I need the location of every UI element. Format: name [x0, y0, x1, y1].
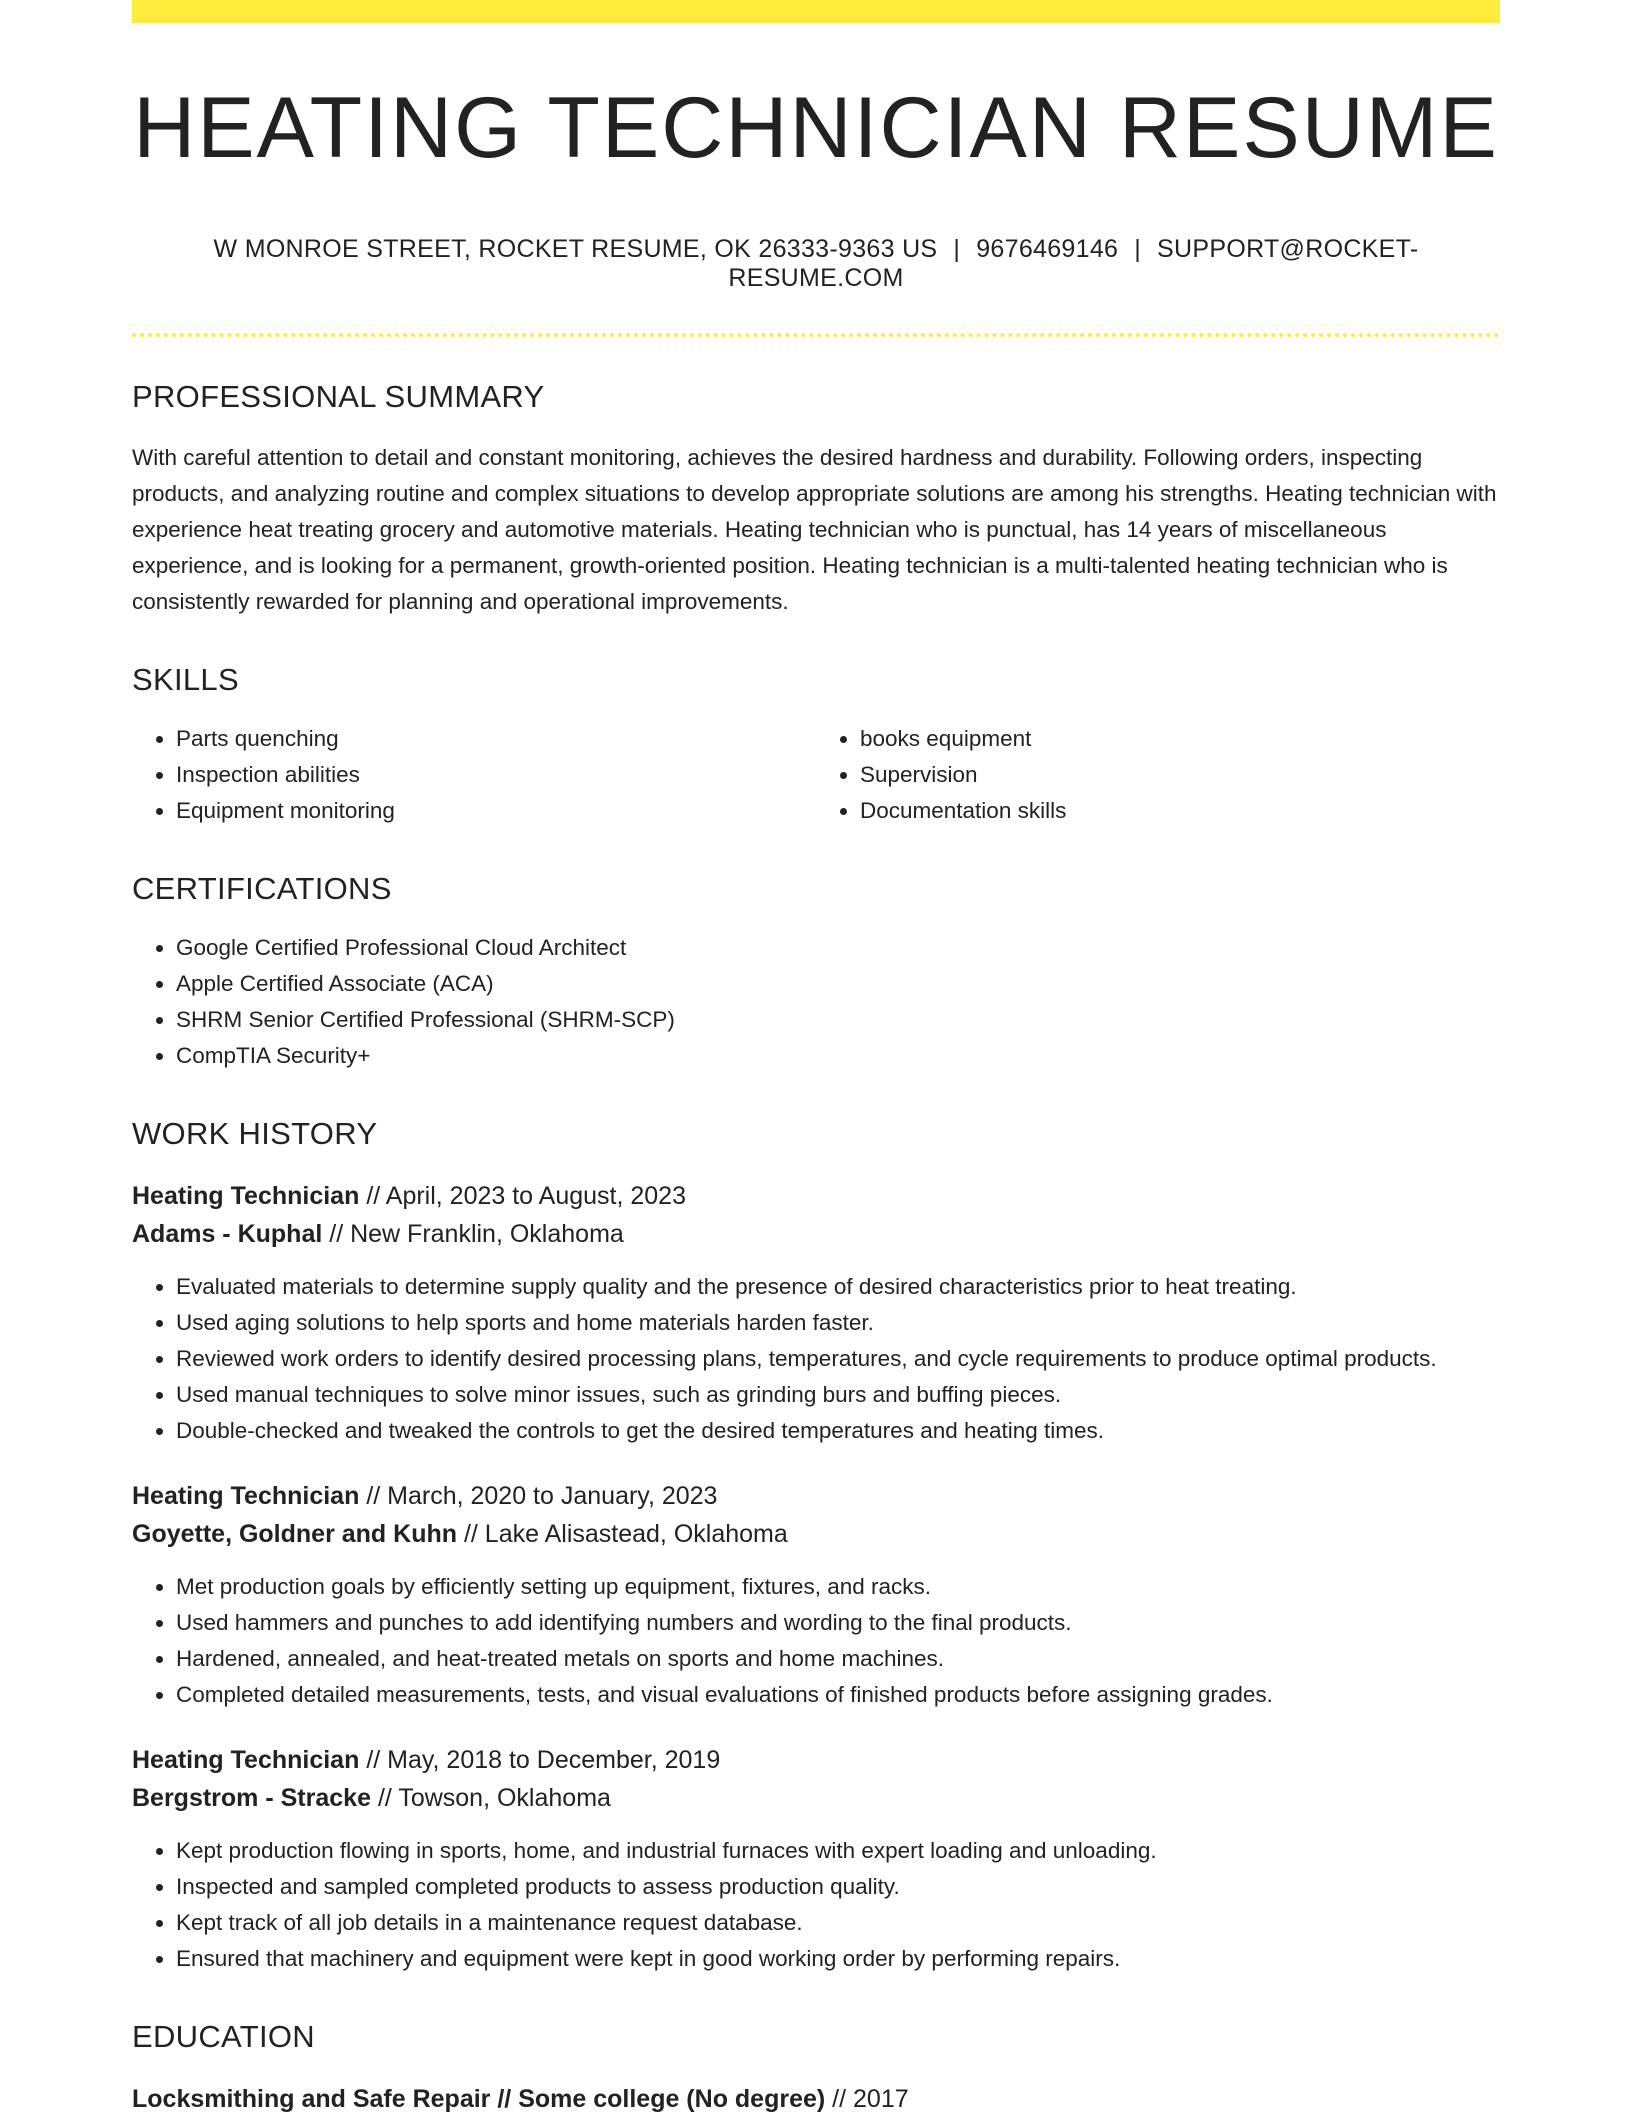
job-bullets: [132, 1833, 1500, 1977]
job-dates: // May, 2018 to December, 2019: [366, 1746, 721, 1774]
skill-item: • Equipment monitoring: [176, 793, 816, 829]
dotted-divider: [132, 333, 1500, 337]
work-history-heading: WORK HISTORY: [132, 1116, 378, 1151]
job-bullet: • Used hammers and punches to add identifying numbers and wording to the final products.: [176, 1605, 1500, 1641]
education-heading: EDUCATION: [132, 2019, 315, 2054]
job-entry: [132, 1177, 1500, 1449]
job-bullets: [132, 1269, 1500, 1449]
job-entry: [132, 1477, 1500, 1713]
resume-page: [132, 0, 1500, 2118]
job-location: // Towson, Oklahoma: [377, 1784, 611, 1812]
skill-item: • Supervision: [860, 757, 1500, 793]
job-title: Heating Technician: [132, 1182, 360, 1210]
job-company: Goyette, Goldner and Kuhn: [132, 1520, 458, 1548]
certifications-list: [132, 930, 1500, 1074]
job-header: [132, 1741, 1500, 1817]
job-bullet: • Inspected and sampled completed products to assess production quality.: [176, 1869, 1500, 1905]
summary-heading: PROFESSIONAL SUMMARY: [132, 379, 545, 414]
skills-heading: SKILLS: [132, 662, 239, 697]
job-location: // New Franklin, Oklahoma: [329, 1220, 624, 1248]
job-bullet: • Double-checked and tweaked the controls to get the desired temperatures and heating times.: [176, 1413, 1500, 1449]
skill-item: • books equipment: [860, 721, 1500, 757]
job-company: Adams - Kuphal: [132, 1220, 323, 1248]
contact-line: [132, 235, 1500, 293]
address-text: W MONROE STREET, ROCKET RESUME, OK 26333-9363 US: [213, 235, 938, 263]
certification-item: • CompTIA Security+: [176, 1038, 1500, 1074]
education-year: // 2017: [832, 2085, 909, 2113]
skills-columns: [132, 721, 1500, 829]
job-title: Heating Technician: [132, 1482, 360, 1510]
job-dates: // April, 2023 to August, 2023: [366, 1182, 686, 1210]
skills-left-list: [132, 721, 816, 829]
certification-item: • Google Certified Professional Cloud Architect: [176, 930, 1500, 966]
job-bullet: • Kept production flowing in sports, home, and industrial furnaces with expert loading and unloading.: [176, 1833, 1500, 1869]
skill-item: • Parts quenching: [176, 721, 816, 757]
job-bullets: [132, 1569, 1500, 1713]
skill-item: • Inspection abilities: [176, 757, 816, 793]
phone-text: 9676469146: [976, 235, 1119, 263]
job-bullet: • Completed detailed measurements, tests, and visual evaluations of finished products before assigning grades.: [176, 1677, 1500, 1713]
job-bullet: • Kept track of all job details in a maintenance request database.: [176, 1905, 1500, 1941]
page-title: HEATING TECHNICIAN RESUME: [133, 80, 1499, 176]
job-header: [132, 1177, 1500, 1253]
skills-right-list: [816, 721, 1500, 829]
certification-item: • Apple Certified Associate (ACA): [176, 966, 1500, 1002]
education-degree: Locksmithing and Safe Repair // Some college (No degree): [132, 2085, 826, 2113]
job-company: Bergstrom - Stracke: [132, 1784, 371, 1812]
summary-text: With careful attention to detail and constant monitoring, achieves the desired hardness and durability. Following orders, inspecting products, and analyzing routine and complex situations to develop appropriate solutions are among his strengths. Heating technician with experience heat treating grocery and automotive materials. Heating technician who is punctual, has 14 years of miscellaneous experience, and is looking for a permanent, growth-oriented position. Heating technician is a multi-talented heating technician who is consistently rewarded for planning and operational improvements.: [132, 445, 1497, 614]
email-link[interactable]: SUPPORT@ROCKET-RESUME.COM: [728, 235, 1419, 292]
job-bullet: • Ensured that machinery and equipment were kept in good working order by performing repairs.: [176, 1941, 1500, 1977]
skill-item: • Documentation skills: [860, 793, 1500, 829]
certifications-heading: CERTIFICATIONS: [132, 871, 392, 906]
job-bullet: • Evaluated materials to determine supply quality and the presence of desired characteristics prior to heat treating.: [176, 1269, 1500, 1305]
top-accent-bar: [132, 0, 1500, 23]
job-header: [132, 1477, 1500, 1553]
job-dates: // March, 2020 to January, 2023: [366, 1482, 718, 1510]
education-entry: [132, 2080, 1500, 2118]
job-location: // Lake Alisastead, Oklahoma: [463, 1520, 788, 1548]
contact-separator: |: [1134, 235, 1142, 263]
job-bullet: • Reviewed work orders to identify desired processing plans, temperatures, and cycle requirements to produce optimal products.: [176, 1341, 1500, 1377]
job-bullet: • Hardened, annealed, and heat-treated metals on sports and home machines.: [176, 1641, 1500, 1677]
job-bullet: • Used aging solutions to help sports and home materials harden faster.: [176, 1305, 1500, 1341]
job-entry: [132, 1741, 1500, 1977]
job-bullet: • Used manual techniques to solve minor issues, such as grinding burs and buffing pieces.: [176, 1377, 1500, 1413]
certification-item: • SHRM Senior Certified Professional (SHRM-SCP): [176, 1002, 1500, 1038]
job-bullet: • Met production goals by efficiently setting up equipment, fixtures, and racks.: [176, 1569, 1500, 1605]
contact-separator: |: [953, 235, 961, 263]
job-title: Heating Technician: [132, 1746, 360, 1774]
